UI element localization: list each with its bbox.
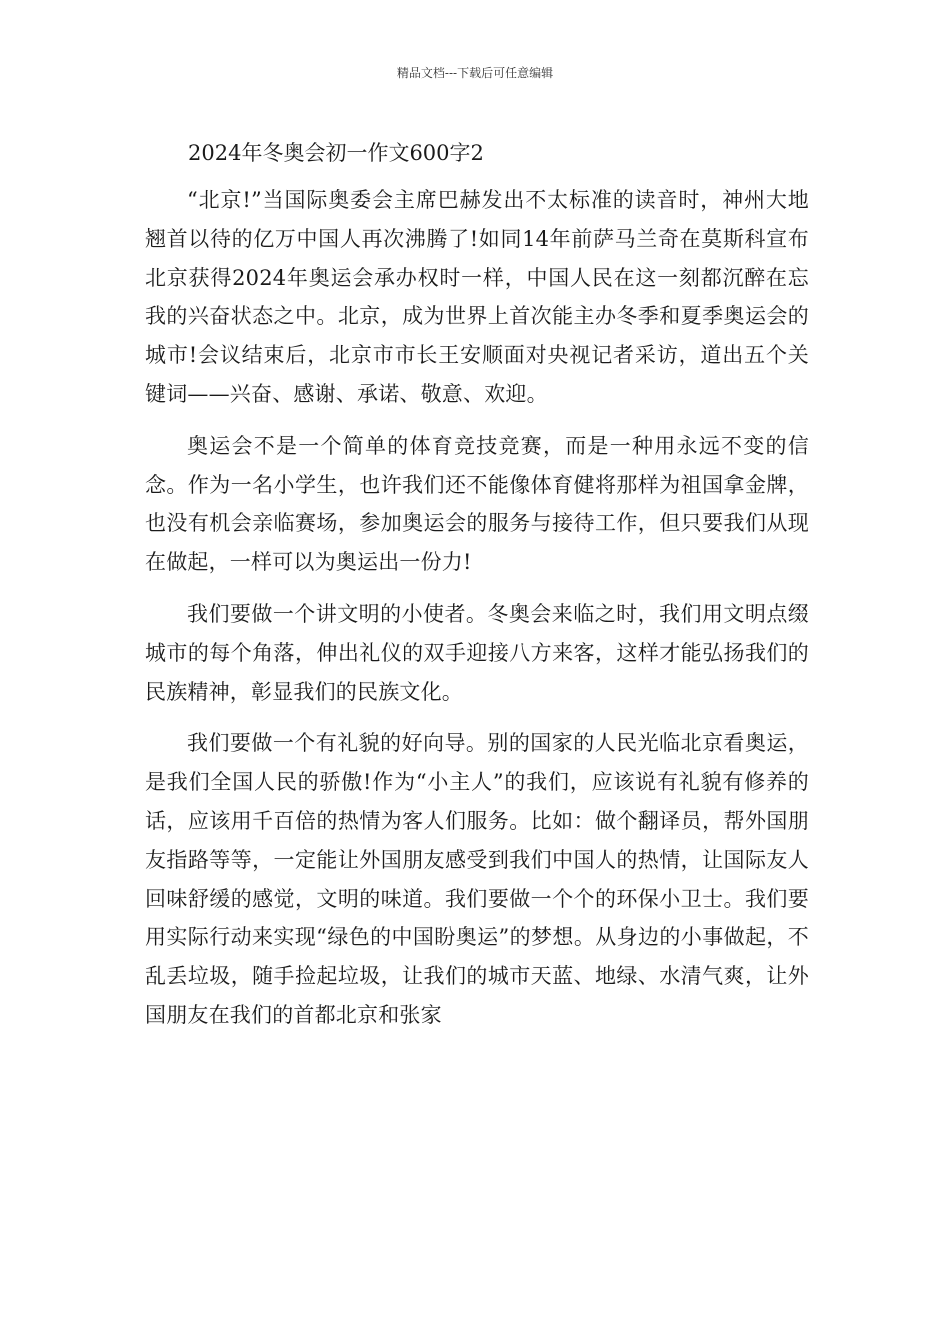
- paragraph: 奥运会不是一个简单的体育竞技竞赛，而是一种用永远不变的信念。作为一名小学生，也许我们还不能像体育健将那样为祖国拿金牌，也没有机会亲临赛场，参加奥运会的服务与接待工作，但只要我们从现在做起，一样可以为奥运出一份力!: [145, 433, 809, 575]
- paragraph: 我们要做一个有礼貌的好向导。别的国家的人民光临北京看奥运，是我们全国人民的骄傲!作为“小主人”的我们，应该说有礼貌有修养的话，应该用千百倍的热情为客人们服务。比如：做个翻译员，帮外国朋友指路等等，一定能让外国朋友感受到我们中国人的热情，让国际友人回味舒缓的感觉，文明的味道。我们要做一个个的环保小卫士。我们要用实际行动来实现“绿色的中国盼奥运”的梦想。从身边的小事做起，不乱丢垃圾，随手捡起垃圾，让我们的城市天蓝、地绿、水清气爽，让外国朋友在我们的首都北京和张家: [145, 731, 809, 1027]
- document-title: 2024年冬奥会初一作文600字2: [188, 141, 484, 165]
- paragraph: “北京!”当国际奥委会主席巴赫发出不太标准的读音时，神州大地翘首以待的亿万中国人再次沸腾了!如同14年前萨马兰奇在莫斯科宣布北京获得2024年奥运会承办权时一样，中国人民在这一刻都沉醉在忘我的兴奋状态之中。北京，成为世界上首次能主办冬季和夏季奥运会的城市!会议结束后，北京市市长王安顺面对央视记者采访，道出五个关键词——兴奋、感谢、承诺、敬意、欢迎。: [145, 188, 809, 406]
- page-header: 精品文档---下载后可任意编辑: [396, 66, 554, 80]
- paragraph: 我们要做一个讲文明的小使者。冬奥会来临之时，我们用文明点缀城市的每个角落，伸出礼仪的双手迎接八方来客，这样才能弘扬我们的民族精神，彰显我们的民族文化。: [145, 601, 809, 704]
- document-body: [145, 181, 809, 1048]
